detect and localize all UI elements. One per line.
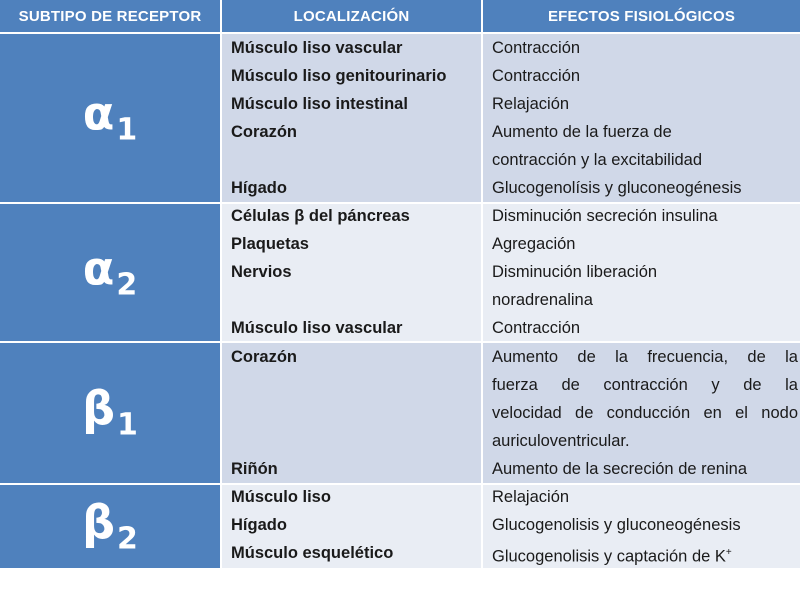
effect-item: fuerza de contracción y de la [492,376,798,394]
receptor-cell [0,204,220,341]
location-cell [222,485,481,568]
effect-item: Contracción [492,319,581,337]
location-item: Corazón [231,123,297,141]
effect-item: Agregación [492,235,576,253]
effect-item: Aumento de la fuerza de [492,123,672,141]
table-row-alpha2 [0,204,800,341]
receptor-cell [0,34,220,202]
effect-item: Contracción [492,39,581,57]
receptor-cell [0,485,220,568]
effect-item: Glucogenolisis y gluconeogénesis [492,516,741,534]
header-subtype: SUBTIPO DE RECEPTOR [0,0,220,32]
location-item: Nervios [231,263,292,281]
location-item: Músculo liso [231,488,331,506]
effect-item: auriculoventricular. [492,432,630,450]
effect-item: contracción y la excitabilidad [492,151,703,169]
receptor-symbol: $\beta_1$ [82,381,138,443]
location-item: Músculo liso genitourinario [231,67,447,85]
header-location: LOCALIZACIÓN [222,0,481,32]
effect-item: Aumento de la secreción de renina [492,460,747,478]
location-item: Corazón [231,348,297,366]
effect-item: velocidad de conducción en el nodo [492,404,798,422]
effect-item: Glucogenolísis y gluconeogénesis [492,179,742,197]
effect-item: Relajación [492,95,570,113]
receptor-cell [0,343,220,483]
location-item: Plaquetas [231,235,309,253]
effect-item: noradrenalina [492,291,593,309]
table-row-alpha1 [0,34,800,202]
location-cell [222,204,481,341]
effect-item: Relajación [492,488,570,506]
header-effects: EFECTOS FISIOLÓGICOS [483,0,800,32]
effect-item: Disminución secreción insulina [492,207,718,225]
receptor-symbol: $\alpha_1$ [82,86,138,148]
effects-cell [483,485,800,568]
effect-item: Contracción [492,67,581,85]
table-row-beta1 [0,343,800,483]
location-item: Músculo liso vascular [231,39,403,57]
table-header [0,0,800,32]
location-item: Músculo liso vascular [231,319,403,337]
location-item: Músculo esquelético [231,544,394,562]
location-item: Hígado [231,516,287,534]
effect-item: Aumento de la frecuencia, de la [492,348,798,366]
location-item: Músculo liso intestinal [231,95,408,113]
location-cell [222,343,481,483]
receptor-symbol: $\alpha_2$ [82,241,138,302]
effects-cell [483,204,800,341]
location-cell [222,34,481,202]
effect-item: Glucogenolisis y captación de K+ [492,547,732,566]
effects-cell [483,34,800,202]
effects-cell [483,343,800,483]
table-row-beta2 [0,485,800,568]
location-item: Riñón [231,460,278,478]
receptor-symbol: $\beta_2$ [82,495,138,556]
location-item: Hígado [231,179,287,197]
effect-item: Disminución liberación [492,263,658,281]
location-item: Células β del páncreas [231,207,410,225]
